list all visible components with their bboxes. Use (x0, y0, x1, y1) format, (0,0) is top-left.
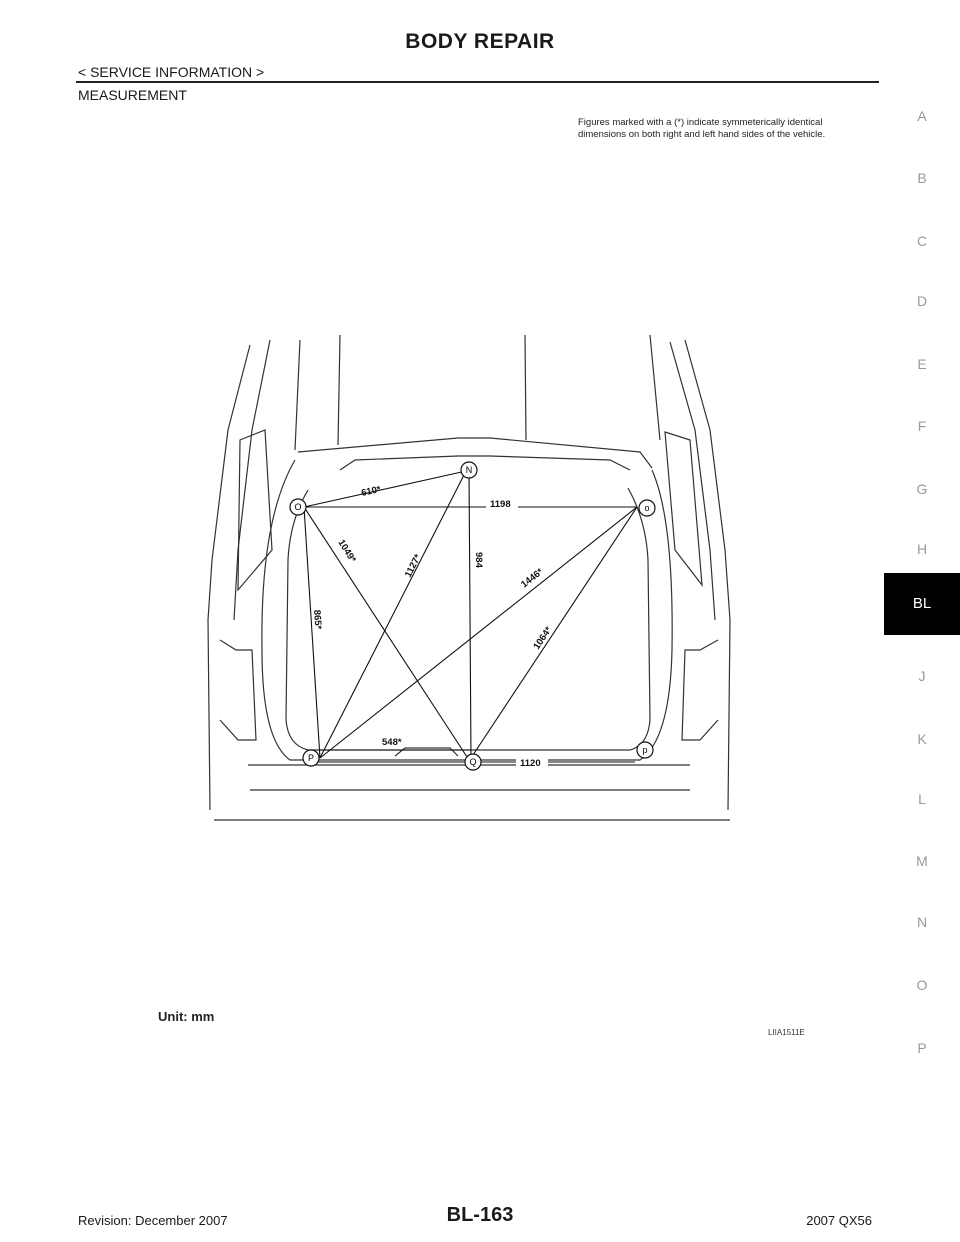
dim-p-q: 548* (382, 737, 402, 748)
dim-p-p: 1120 (520, 758, 541, 769)
dim-o-n: 610* (360, 484, 382, 499)
side-index-n[interactable]: N (916, 914, 928, 930)
side-index-e[interactable]: E (917, 356, 927, 372)
vehicle-rear-diagram (190, 320, 750, 850)
point-o-lower-label: o (644, 503, 650, 513)
side-index-f[interactable]: F (917, 418, 927, 434)
figure-code: LIIA1511E (768, 1028, 805, 1037)
vehicle-model: 2007 QX56 (806, 1213, 872, 1228)
side-index-g[interactable]: G (916, 481, 928, 497)
side-index-bl[interactable]: BL (884, 573, 960, 635)
page-number: BL-163 (446, 1204, 514, 1226)
side-index-a[interactable]: A (917, 108, 927, 124)
point-p-lower-marker (637, 742, 653, 758)
point-o-lower-marker (639, 500, 655, 516)
dim-p-n: 1127* (402, 552, 424, 580)
side-index-d[interactable]: D (916, 293, 928, 309)
reference-points (290, 462, 655, 770)
dimension-labels (311, 484, 555, 769)
section-breadcrumb[interactable]: < SERVICE INFORMATION > (78, 64, 265, 80)
side-index-l[interactable]: L (918, 791, 926, 807)
side-index-k[interactable]: K (917, 731, 927, 747)
side-index-tabs (884, 0, 960, 1242)
side-index-h[interactable]: H (916, 541, 928, 557)
point-p-upper-label: P (307, 753, 315, 763)
dim-q-o: 1064* (531, 624, 555, 652)
point-o-upper-marker (290, 499, 306, 515)
dim-p-o: 1446* (519, 566, 546, 591)
point-p-lower-label: p (642, 745, 648, 755)
section-subheading: MEASUREMENT (78, 87, 187, 103)
side-index-m[interactable]: M (916, 853, 928, 869)
dim-o-o: 1198 (490, 499, 511, 510)
revision-date: Revision: December 2007 (78, 1213, 228, 1228)
point-n-marker (461, 462, 477, 478)
side-index-p[interactable]: P (917, 1040, 927, 1056)
unit-label: Unit: mm (158, 1009, 215, 1024)
dim-n-q: 984 (473, 552, 484, 568)
header-rule (76, 81, 879, 83)
measurement-lines (304, 471, 637, 762)
point-q-label: Q (469, 757, 477, 767)
dim-o-p: 865* (311, 609, 324, 630)
dim-o-q: 1049* (335, 537, 358, 565)
side-index-o[interactable]: O (916, 977, 928, 993)
point-n-label: N (465, 465, 473, 475)
side-index-j[interactable]: J (918, 668, 926, 684)
point-q-marker (465, 754, 481, 770)
point-o-upper-label: O (294, 502, 302, 512)
side-index-c[interactable]: C (916, 233, 928, 249)
point-p-upper-marker (303, 750, 319, 766)
symmetry-note: Figures marked with a (*) indicate symmeterically identical dimensions on both right and left hand sides of the vehicle. (578, 117, 826, 140)
page-title: BODY REPAIR (405, 30, 555, 53)
side-index-b[interactable]: B (917, 170, 927, 186)
